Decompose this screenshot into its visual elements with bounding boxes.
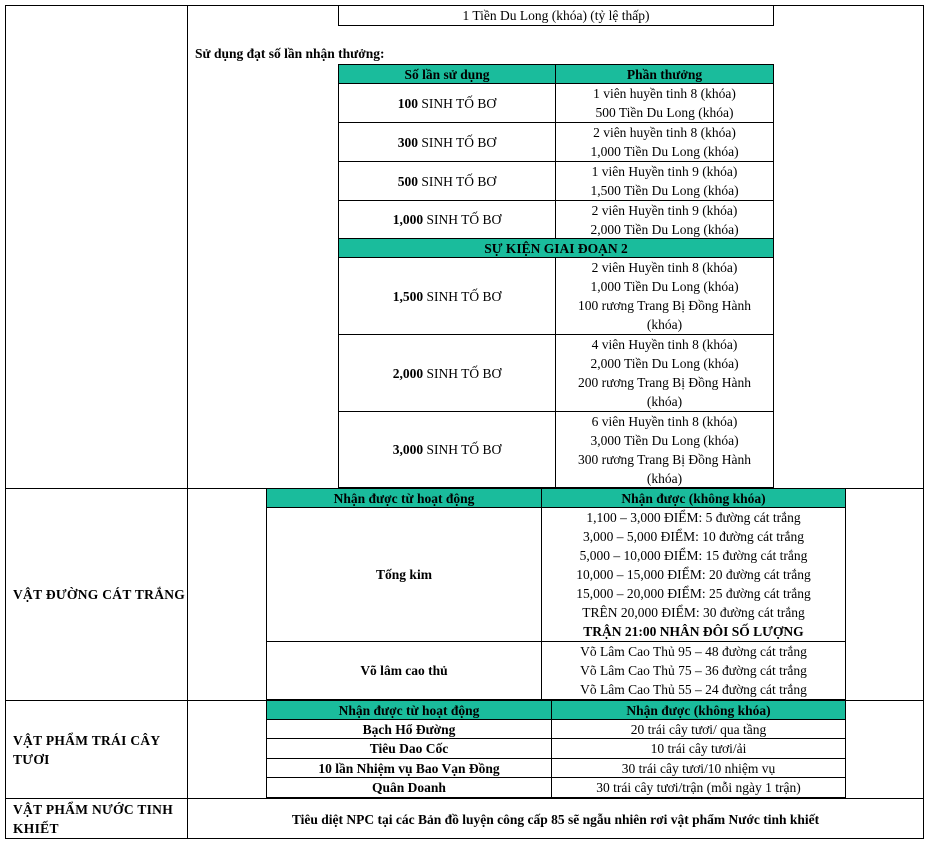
usage-row-reward: 4 viên Huyền tinh 8 (khóa) 2,000 Tiền Du Long (khóa) 200 rương Trang Bị Đồng Hành (khóa) (555, 334, 774, 412)
top-reward-cell (338, 5, 774, 26)
sand-section-label: VẬT ĐƯỜNG CÁT TRẮNG (13, 587, 186, 602)
usage-row-count: 2,000 SINH TỐ BƠ (338, 334, 556, 412)
usage-col-uses: Số lần sử dụng (338, 64, 556, 84)
usage-row-reward: 2 viên Huyền tinh 9 (khóa) 2,000 Tiền Du Long (khóa) (555, 200, 774, 239)
divider-v-fruit (187, 700, 188, 799)
water-description: Tiêu diệt NPC tại các Bản đồ luyện công cấp 85 sẽ ngẫu nhiên rơi vật phẩm Nước tinh khiết (291, 811, 820, 827)
fruit-col-activity: Nhận được từ hoạt động (266, 700, 552, 720)
usage-row-count: 1,500 SINH TỐ BƠ (338, 257, 556, 335)
usage-row-reward: 1 viên huyền tinh 8 (khóa) 500 Tiền Du Long (khóa) (555, 83, 774, 123)
usage-row-reward: 6 viên Huyền tinh 8 (khóa) 3,000 Tiền Du Long (khóa) 300 rương Trang Bị Đồng Hành (khóa) (555, 411, 774, 488)
sand-reward-volam: Võ Lâm Cao Thủ 95 – 48 đường cát trắng Võ Lâm Cao Thủ 75 – 36 đường cát trắng Võ Lâm Cao Thủ 55 – 24 đường cát trắng (541, 641, 846, 700)
divider-v-upper (187, 5, 188, 489)
sand-col-reward: Nhận được (không khóa) (541, 488, 846, 508)
usage-row-reward: 1 viên Huyền tinh 9 (khóa) 1,500 Tiền Du Long (khóa) (555, 161, 774, 201)
water-section-label: VẬT PHẨM NƯỚC TINH KHIẾT (13, 802, 174, 836)
fruit-reward: 30 trái cây tươi/trận (mỗi ngày 1 trận) (551, 777, 846, 798)
usage-row-reward: 2 viên Huyền tinh 8 (khóa) 1,000 Tiền Du Long (khóa) 100 rương Trang Bị Đồng Hành (khóa) (555, 257, 774, 335)
fruit-table (266, 700, 846, 798)
fruit-activity: Quân Doanh (266, 777, 552, 798)
fruit-reward: 20 trái cây tươi/ qua tầng (551, 719, 846, 739)
fruit-col-reward: Nhận được (không khóa) (551, 700, 846, 720)
usage-row-count: 500 SINH TỐ BƠ (338, 161, 556, 201)
usage-row-count: 3,000 SINH TỐ BƠ (338, 411, 556, 488)
double-quantity-note: TRẬN 21:00 NHÂN ĐÔI SỐ LƯỢNG (583, 624, 804, 639)
phase2-band: SỰ KIỆN GIAI ĐOẠN 2 (338, 238, 774, 258)
usage-col-reward: Phần thưởng (555, 64, 774, 84)
fruit-activity: Bạch Hổ Đường (266, 719, 552, 739)
divider-v-sand (187, 488, 188, 701)
sand-table (266, 488, 846, 700)
fruit-reward: 10 trái cây tươi/ải (551, 738, 846, 759)
top-reward-text: 1 Tiền Du Long (khóa) (tỷ lệ thấp) (462, 8, 650, 23)
usage-table (338, 64, 774, 488)
fruit-activity: 10 lần Nhiệm vụ Bao Vạn Đồng (266, 758, 552, 778)
usage-row-count: 100 SINH TỐ BƠ (338, 83, 556, 123)
usage-row-count: 1,000 SINH TỐ BƠ (338, 200, 556, 239)
fruit-section-label: VẬT PHẨM TRÁI CÂY TƯƠI (13, 732, 160, 767)
sand-reward-tongkim: 1,100 – 3,000 ĐIỂM: 5 đường cát trắng 3,000 – 5,000 ĐIỂM: 10 đường cát trắng 5,000 – 10,000 ĐIỂM: 15 đường cát trắng 10,000 – 15,000 ĐIỂM: 20 đường cát trắng 15,000 – 20,000 ĐIỂM: 25 đường cát trắng TRÊN 20,000 ĐIỂM: 30 đường cát trắng TRẬN 21:00 NHÂN ĐÔI SỐ LƯỢNG (541, 507, 846, 642)
fruit-reward: 30 trái cây tươi/10 nhiệm vụ (551, 758, 846, 778)
usage-heading: Sử dụng đạt số lần nhận thưởng: (195, 46, 385, 61)
usage-row-count: 300 SINH TỐ BƠ (338, 122, 556, 162)
sand-col-activity: Nhận được từ hoạt động (266, 488, 542, 508)
usage-row-reward: 2 viên huyền tinh 8 (khóa) 1,000 Tiền Du Long (khóa) (555, 122, 774, 162)
fruit-activity: Tiêu Dao Cốc (266, 738, 552, 759)
sand-activity-tongkim: Tống kim (266, 507, 542, 642)
sand-activity-volam: Võ lâm cao thủ (266, 641, 542, 700)
